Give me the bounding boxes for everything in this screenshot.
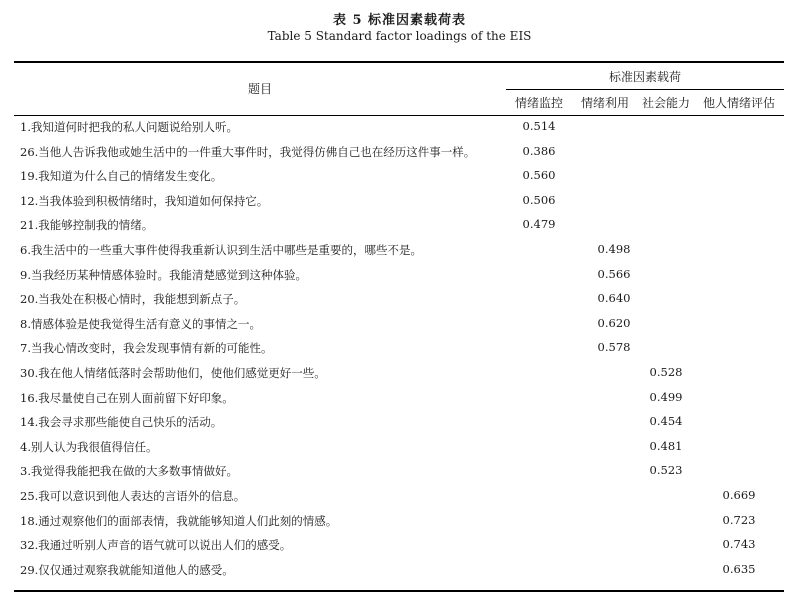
row-item-text: 19.我知道为什么自己的情绪发生变化。 [20,169,223,184]
loading-value: 0.743 [722,537,756,552]
loading-value: 0.578 [597,340,631,355]
row-item-text: 18.通过观察他们的面部表情，我就能够知道人们此刻的情感。 [20,513,338,528]
column-header-emotion-utilization: 情绪利用 [580,96,629,110]
row-item-text: 30.我在他人情绪低落时会帮助他们，使他们感觉更好一些。 [20,365,326,380]
row-item-text: 14.我会寻求那些能使自己快乐的活动。 [20,415,223,430]
column-header-social-ability: 社会能力 [641,96,690,110]
loading-value: 0.498 [597,241,631,256]
column-header-others-emotion-appraisal: 他人情绪评估 [702,96,775,110]
row-item-text: 8.情感体验是使我觉得生活有意义的事情之一。 [20,316,261,331]
loading-value: 0.479 [522,217,556,232]
table-row [14,263,784,288]
table-row [14,238,784,263]
loading-value: 0.669 [722,487,756,502]
table-row [14,115,784,140]
row-item-text: 21.我能够控制我的情绪。 [20,218,154,233]
table-row [14,189,784,214]
header-item-label: 题目 [247,82,272,96]
table-row [14,558,784,583]
table-row [14,164,784,189]
loading-value: 0.506 [522,192,556,207]
row-item-text: 6.我生活中的一些重大事件使得我重新认识到生活中哪些是重要的，哪些不是。 [20,242,422,257]
table-row [14,533,784,558]
column-header-emotion-monitoring: 情绪监控 [514,96,563,110]
table-row [14,361,784,386]
loading-value: 0.635 [722,561,756,576]
loading-value: 0.640 [597,291,631,306]
table-row [14,459,784,484]
loading-value: 0.528 [649,364,683,379]
row-item-text: 1.我知道何时把我的私人问题说给别人听。 [20,120,238,134]
table-row [14,410,784,435]
row-item-text: 12.当我体验到积极情绪时，我知道如何保持它。 [20,193,269,208]
loading-value: 0.620 [597,315,631,330]
table-title-english: Table 5 Standard factor loadings of the EIS [267,29,532,43]
loading-value: 0.481 [649,438,683,453]
table-row [14,287,784,312]
loading-value: 0.386 [522,143,556,158]
table-row [14,336,784,361]
loading-value: 0.454 [649,414,683,429]
top-rule [14,61,784,63]
header-group-label: 标准因素载荷 [608,70,681,84]
row-item-text: 3.我觉得我能把我在做的大多数事情做好。 [20,464,238,479]
loading-value: 0.523 [649,463,683,478]
loading-value: 0.723 [722,512,756,527]
row-item-text: 9.当我经历某种情感体验时。我能清楚感觉到这种体验。 [20,267,307,282]
loading-value: 0.514 [522,119,556,133]
loading-value: 0.499 [649,389,683,404]
bottom-rule [14,590,784,592]
row-item-text: 7.当我心情改变时，我会发现事情有新的可能性。 [20,341,273,356]
row-item-text: 4.别人认为我很值得信任。 [20,439,158,454]
table-body [14,115,784,582]
row-item-text: 25.我可以意识到他人表达的言语外的信息。 [20,488,246,503]
table-row [14,312,784,337]
table-title-chinese: 表 5 标准因素载荷表 [332,13,467,28]
loading-value: 0.566 [597,266,631,281]
table-row [14,435,784,460]
table-row [14,213,784,238]
table-row [14,386,784,411]
group-underline-rule [506,89,784,90]
table-row [14,140,784,165]
row-item-text: 26.当他人告诉我他或她生活中的一件重大事件时，我觉得仿佛自己也在经历这件事一样。 [20,144,476,159]
row-item-text: 32.我通过听别人声音的语气就可以说出人们的感受。 [20,538,292,553]
loading-value: 0.560 [522,168,556,183]
table-row [14,509,784,534]
table-row [14,484,784,509]
row-item-text: 20.当我处在积极心情时，我能想到新点子。 [20,292,246,307]
row-item-text: 16.我尽量使自己在别人面前留下好印象。 [20,390,234,405]
row-item-text: 29.仅仅通过观察我就能知道他人的感受。 [20,562,234,577]
